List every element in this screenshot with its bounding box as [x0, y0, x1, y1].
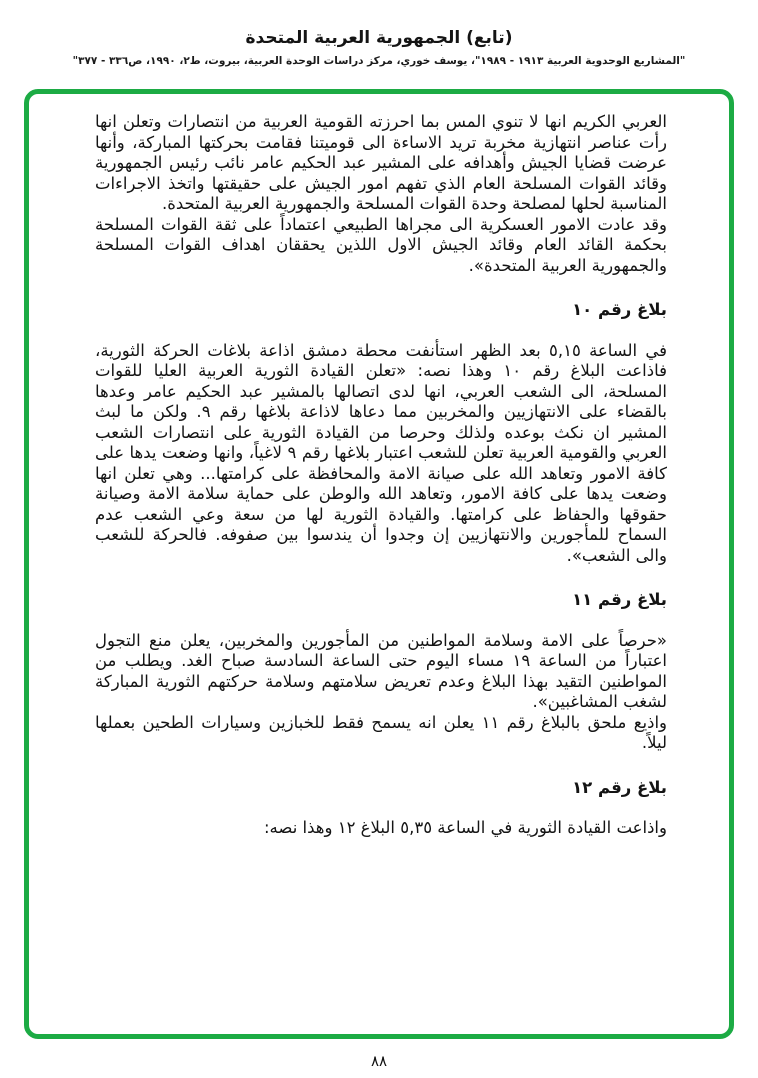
paragraph: «حرصاً على الامة وسلامة المواطنين من المأجورين والمخربين، يعلن منع التجول اعتباراً من الساعة ١٩ مساء اليوم حتى الساعة السادسة صباح الغد. ويطلب من المواطنين التقيد بهذا البلاغ وعدم تعريض سلامتهم وسلامة حركتهم الثورية المباركة لشغب المشاغبين».: [95, 630, 667, 711]
document-frame: [24, 89, 734, 1039]
section-heading-communique-11: بلاغ رقم ١١: [572, 590, 667, 609]
paragraph: العربي الكريم انها لا تنوي المس بما احرزته القومية العربية من انتصارات وتعلن انها رأت عناصر انتهازية مخربة تريد الاساءة الى قوميتنا فقامت بحركتها المباركة، وأنها عرضت قضايا الجيش وأهدافه على المشير عبد الحكيم عامر نائب رئيس الجمهورية وقائد القوات المسلحة العام الذي تفهم امور الجيش على حقيقتها واتخذ الاجراءات المناسبة لحلها لمصلحة وحدة القوات المسلحة والجمهورية العربية المتحدة.: [95, 112, 667, 213]
paragraph: وقد عادت الامور العسكرية الى مجراها الطبيعي اعتماداً على ثقة القوات المسلحة بحكمة القائد العام وقائد الجيش الاول اللذين يحققان اهداف القوات المسلحة والجمهورية العربية المتحدة».: [95, 214, 667, 275]
page-number: ٨٨: [370, 1052, 388, 1070]
document-body: [95, 112, 667, 839]
paragraph: واذاعت القيادة الثورية في الساعة ٥,٣٥ البلاغ ١٢ وهذا نصه:: [263, 818, 667, 837]
page-title: (تابع) الجمهورية العربية المتحدة: [245, 28, 513, 48]
source-citation: "المشاريع الوحدوية العربية ١٩١٣ - ١٩٨٩"، يوسف خوري، مركز دراسات الوحدة العربية، بيروت، ط٢، ١٩٩٠، ص٣٣٦ - ٣٧٧": [72, 55, 686, 67]
paragraph: واذيع ملحق بالبلاغ رقم ١١ يعلن انه يسمح فقط للخبازين وسيارات الطحين بعملها ليلاً.: [95, 712, 667, 752]
paragraph: في الساعة ٥,١٥ بعد الظهر استأنفت محطة دمشق اذاعة بلاغات الحركة الثورية، فاذاعت البلاغ رقم ١٠ وهذا نصه: «تعلن القيادة الثورية العربية العليا للقوات المسلحة، الى الشعب العربي، انها لدى اتصالها بالمشير عبد الحكيم عامر وعدها بالقضاء على الانتهازيين والمخربين مما دعاها لاذاعة بلاغها رقم ٩. ولكن ما لبث المشير ان نكث بوعده ولذلك وحرصا من القيادة الثورية على انتصارات الشعب العربي والقومية العربية تعلن للشعب اعتبار بلاغها رقم ٩ لاغياً، وانها وضعت يدها على كافة الامور وتعاهد الله على صيانة الامة والمحافظة على كرامتها... وهي تعلن انها وضعت يدها على كافة الامور، وتعاهد الله والوطن على حماية سلامة الامة وصيانة حقوقها والحفاظ على كرامتها. والقيادة الثورية لها من سعة وعي الشعب عدم السماح للمأجورين والانتهازيين إن وجدوا أن يندسوا بين صفوفه. فالحركة للشعب والى الشعب».: [95, 340, 667, 565]
section-heading-communique-12: بلاغ رقم ١٢: [572, 777, 667, 797]
section-heading-communique-10: بلاغ رقم ١٠: [572, 300, 667, 319]
page-header: [0, 0, 758, 67]
